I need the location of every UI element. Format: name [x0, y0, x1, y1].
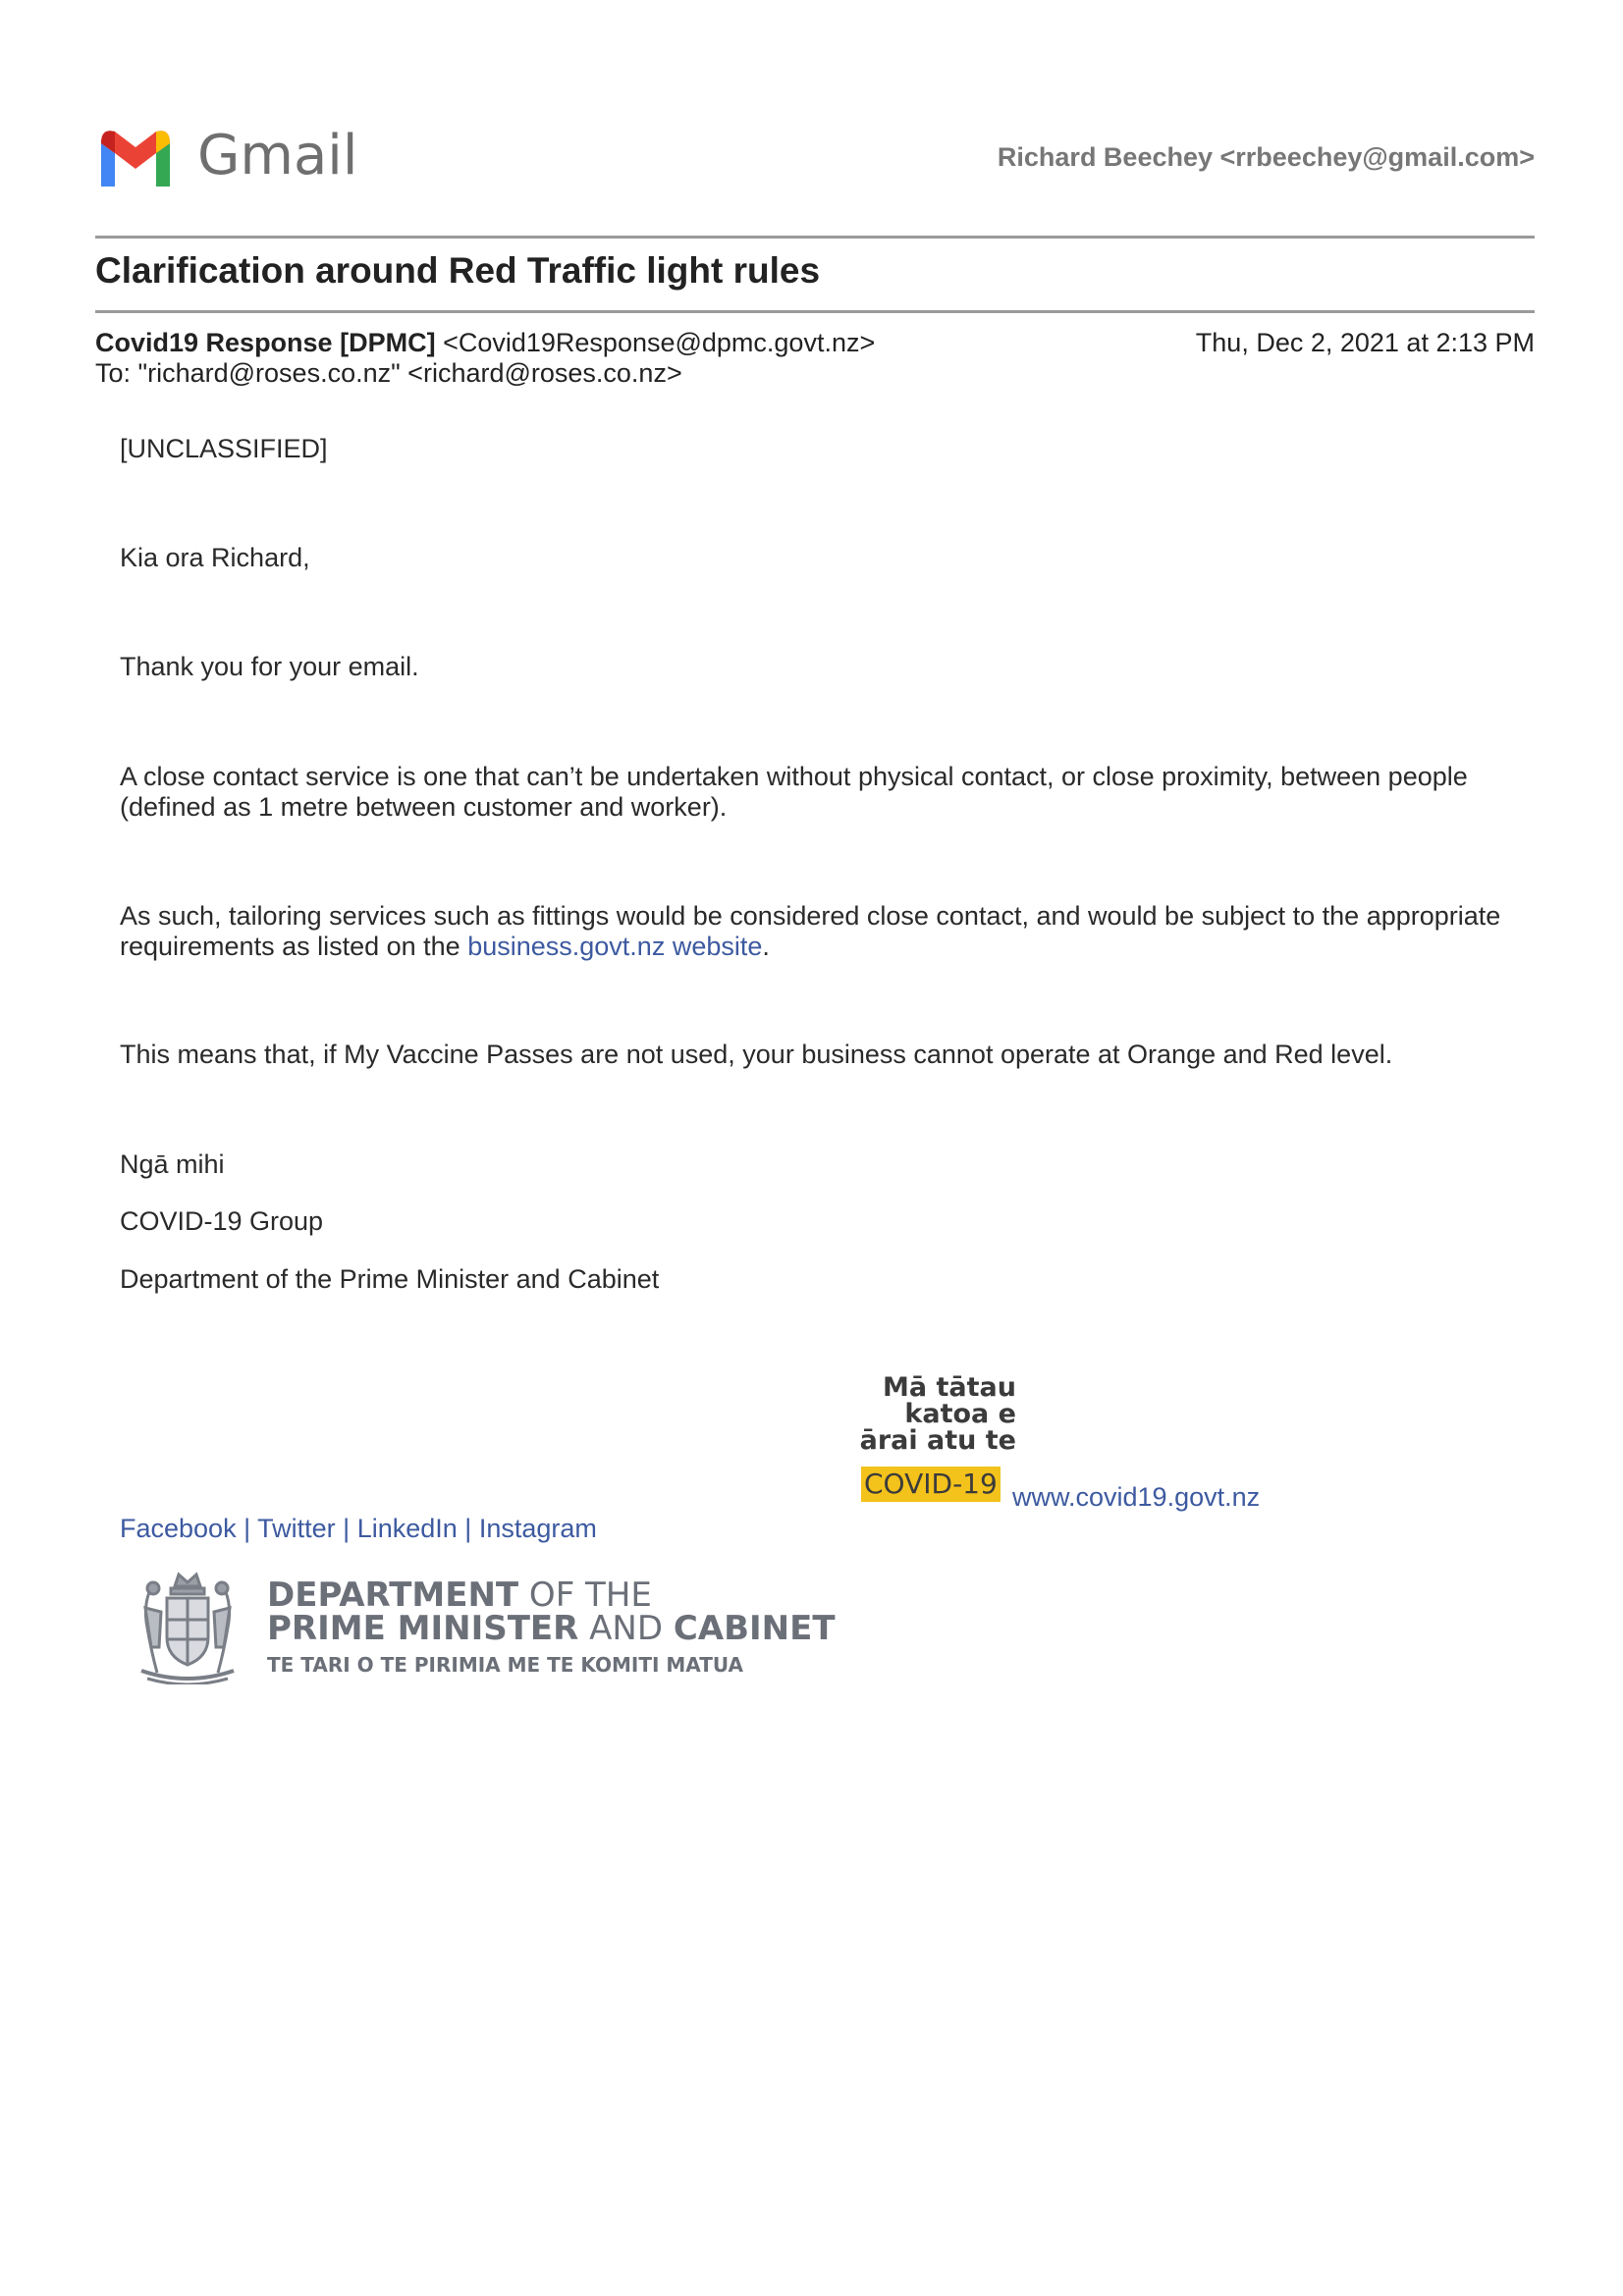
badge-line-1: Mā tātau [883, 1372, 1016, 1403]
sender-email: <Covid19Response@dpmc.govt.nz> [443, 328, 876, 357]
covid-badge [859, 1374, 1016, 1454]
email-subject: Clarification around Red Traffic light rules [95, 250, 821, 291]
sender-name: Covid19 Response [DPMC] [95, 328, 436, 357]
instagram-link[interactable]: Instagram [478, 1514, 597, 1543]
social-separator: | [343, 1514, 351, 1543]
thanks-line: Thank you for your email. [120, 652, 419, 681]
dpmc-logo-line-1 [267, 1575, 836, 1615]
dpmc-logo-maori-name: TE TARI O TE PIRIMIA ME TE KOMITI MATUA [267, 1653, 743, 1677]
header-divider [95, 236, 1535, 239]
signature-department: Department of the Prime Minister and Cabinet [120, 1264, 660, 1294]
linkedin-link[interactable]: LinkedIn [356, 1514, 458, 1543]
dpmc-logo-cabinet: CABINET [673, 1609, 836, 1648]
nz-coat-of-arms-icon [128, 1569, 247, 1684]
signoff: Ngā mihi [120, 1149, 225, 1179]
social-links [120, 1514, 597, 1544]
signature-group: COVID-19 Group [120, 1206, 324, 1236]
business-website-link[interactable]: business.govt.nz website [467, 932, 763, 961]
paragraph-vaccine-passes: This means that, if My Vaccine Passes are not used, your business cannot operate at Orange and Red level. [120, 1040, 1393, 1069]
gmail-logo [95, 122, 357, 190]
dpmc-logo-line-2 [267, 1609, 836, 1648]
dpmc-logo-department: DEPARTMENT [267, 1575, 519, 1615]
dpmc-logo [128, 1569, 836, 1684]
paragraph-tailoring [120, 901, 1534, 962]
badge-covid-label: COVID-19 [861, 1467, 1001, 1502]
greeting: Kia ora Richard, [120, 543, 310, 572]
recipient-line: To: "richard@roses.co.nz" <richard@roses.co.nz> [95, 358, 682, 388]
facebook-link[interactable]: Facebook [120, 1514, 237, 1543]
social-separator: | [464, 1514, 472, 1543]
paragraph-close-contact: A close contact service is one that can’t be undertaken without physical contact, or close proximity, between people (defined as 1 metre between customer and worker). [120, 762, 1468, 822]
dpmc-logo-of-the: OF THE [518, 1575, 652, 1615]
social-separator: | [243, 1514, 251, 1543]
subject-divider [95, 310, 1535, 313]
gmail-wordmark: Gmail [197, 124, 358, 187]
dpmc-logo-and: AND [578, 1609, 674, 1648]
dpmc-logo-prime-minister: PRIME MINISTER [267, 1609, 579, 1648]
twitter-link[interactable]: Twitter [257, 1514, 336, 1543]
gmail-m-icon [95, 126, 176, 187]
badge-line-3: ārai atu te [859, 1425, 1016, 1456]
paragraph-tailoring-end: . [762, 932, 770, 961]
covid-website-link[interactable]: www.covid19.govt.nz [1012, 1482, 1261, 1512]
badge-line-2: katoa e [904, 1399, 1016, 1429]
classification-label: [UNCLASSIFIED] [120, 434, 328, 463]
account-address: Richard Beechey <rrbeechey@gmail.com> [997, 142, 1535, 172]
sender-line [95, 328, 875, 358]
paragraph-tailoring-text: As such, tailoring services such as fittings would be considered close contact, and would be subject to the appropriate requirements as listed on the [120, 901, 1501, 961]
email-date: Thu, Dec 2, 2021 at 2:13 PM [1195, 328, 1535, 357]
